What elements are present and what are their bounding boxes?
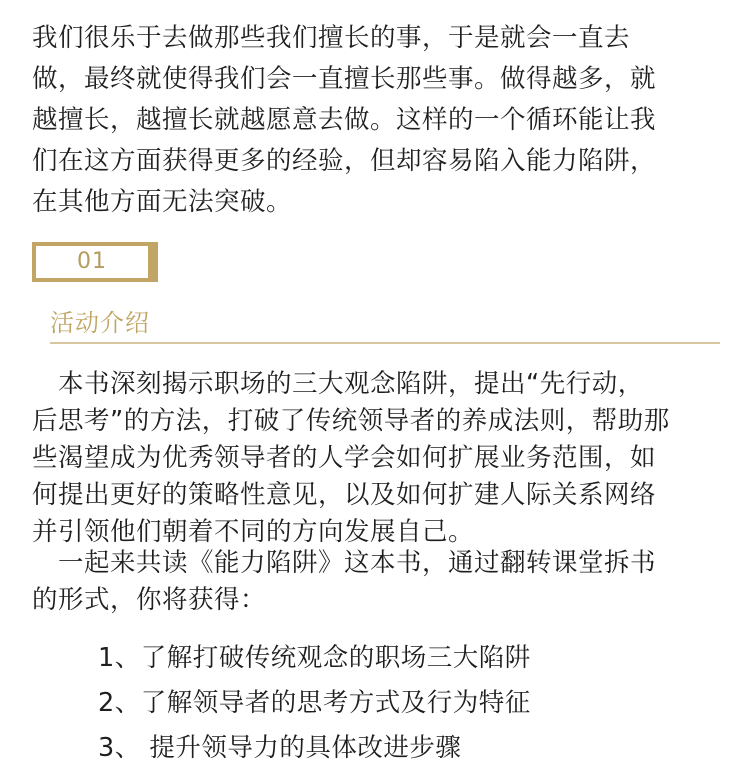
section-divider bbox=[50, 342, 720, 344]
intro-line: 们在这方面获得更多的经验，但却容易陷入能力陷阱， bbox=[32, 146, 657, 176]
paragraph-line: 的形式，你将获得： bbox=[32, 585, 267, 615]
list-item: 1、了解打破传统观念的职场三大陷阱 bbox=[98, 643, 531, 673]
list-item: 3、 提升领导力的具体改进步骤 bbox=[98, 733, 462, 763]
paragraph-line: 何提出更好的策略性意见，以及如何扩建人际关系网络 bbox=[32, 480, 657, 510]
intro-line: 在其他方面无法突破。 bbox=[32, 187, 293, 217]
intro-line: 做，最终就使得我们会一直擅长那些事。做得越多，就 bbox=[32, 64, 657, 94]
paragraph-line: 并引领他们朝着不同的方向发展自己。 bbox=[32, 517, 475, 547]
list-item: 2、了解领导者的思考方式及行为特征 bbox=[98, 688, 531, 718]
section-number-badge: 01 bbox=[32, 242, 158, 282]
activity-description-paragraph bbox=[32, 366, 732, 551]
intro-paragraph bbox=[32, 18, 722, 223]
reading-invite-paragraph bbox=[32, 545, 732, 619]
intro-line: 越擅长，越擅长就越愿意去做。这样的一个循环能让我 bbox=[32, 105, 657, 135]
section-title: 活动介绍 bbox=[50, 309, 150, 337]
benefits-list bbox=[98, 636, 531, 771]
paragraph-line: 一起来共读《能力陷阱》这本书，通过翻转课堂拆书 bbox=[32, 548, 657, 578]
paragraph-line: 本书深刻揭示职场的三大观念陷阱，提出“先行动， bbox=[32, 369, 644, 399]
intro-line: 我们很乐于去做那些我们擅长的事，于是就会一直去 bbox=[32, 23, 631, 53]
paragraph-line: 后思考”的方法，打破了传统领导者的养成法则，帮助那 bbox=[32, 406, 670, 436]
paragraph-line: 些渴望成为优秀领导者的人学会如何扩展业务范围，如 bbox=[32, 443, 657, 473]
